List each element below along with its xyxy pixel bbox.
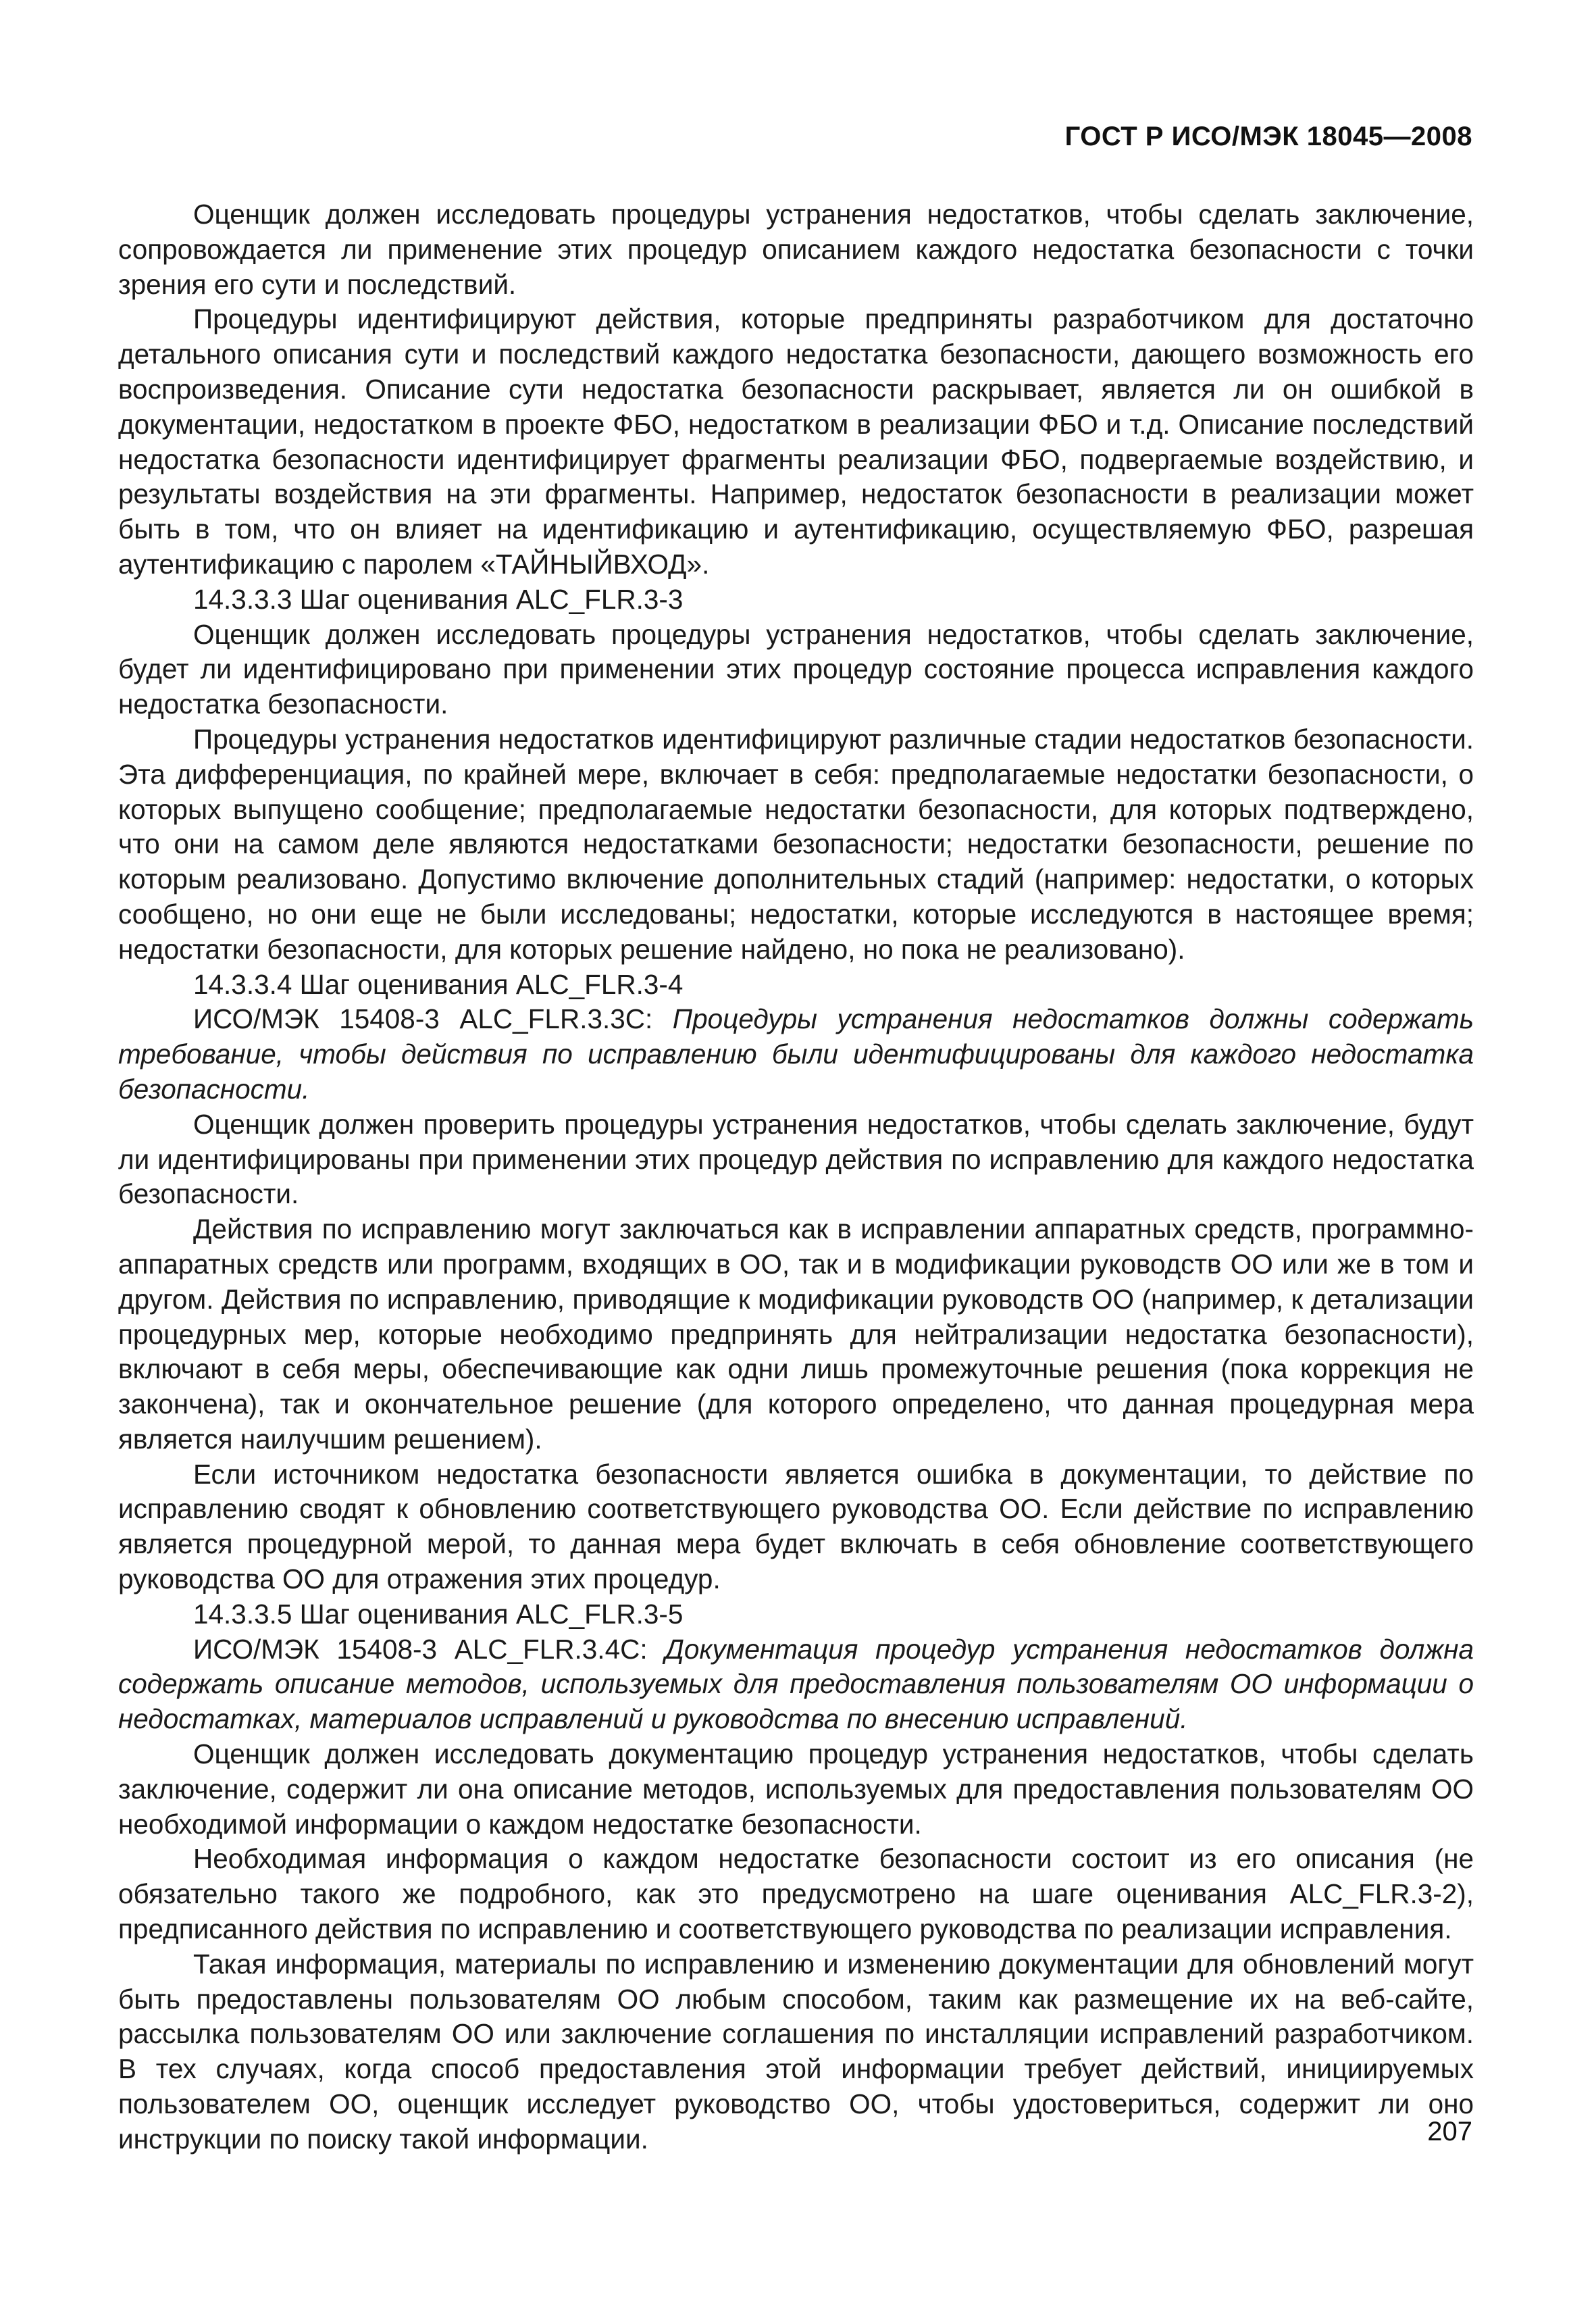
page-number: 207 bbox=[1427, 2117, 1472, 2146]
paragraph: Оценщик должен проверить процедуры устранения недостатков, чтобы сделать заключение, будут ли идентифицированы при применении этих процедур действия по исправлению для каждого недостатка безопасности. bbox=[118, 1108, 1474, 1210]
requirement-citation bbox=[118, 1632, 1474, 1737]
section-heading: 14.3.3.5 Шаг оценивания ALC_FLR.3-5 bbox=[193, 1598, 684, 1630]
citation-requirement-text: Процедуры устранения недостатков должны содержать требование, чтобы действия по исправлению были идентифицированы для каждого недостатка безопасности. bbox=[118, 1003, 1474, 1105]
citation-reference: ИСО/МЭК 15408-3 ALC_FLR.3.3C: bbox=[193, 1003, 673, 1035]
paragraph: Оценщик должен исследовать процедуры устранения недостатков, чтобы сделать заключение, будет ли идентифицировано при применении этих процедур состояние процесса исправления каждого недостатка безопасности. bbox=[118, 618, 1474, 720]
paragraph: Такая информация, материалы по исправлению и изменению документации для обновлений могут быть предоставлены пользователям ОО любым способом, таким как размещение их на веб-сайте, рассылка пользователям ОО или заключение соглашения по инсталляции исправлений разработчиком. В тех случаях, когда способ предоставления этой информации требует действий, инициируемых пользователем ОО, оценщик исследует руководство ОО, чтобы удостовериться, содержит ли оно инструкции по поиску такой информации. bbox=[118, 1948, 1474, 2155]
paragraph: Оценщик должен исследовать документацию процедур устранения недостатков, чтобы сделать заключение, содержит ли она описание методов, используемых для предоставления пользователям ОО необходимой информации о каждом недостатке безопасности. bbox=[118, 1738, 1474, 1840]
section-heading: 14.3.3.3 Шаг оценивания ALC_FLR.3-3 bbox=[193, 583, 684, 615]
paragraph: Процедуры идентифицируют действия, которые предприняты разработчиком для достаточно детального описания сути и последствий каждого недостатка безопасности, дающего возможность его воспроизведения. Описание сути недостатка безопасности раскрывает, является ли он ошибкой в документации, недостатком в проекте ФБО, недостатком в реализации ФБО и т.д. Описание последствий недостатка безопасности идентифицирует фрагменты реализации ФБО, подвергаемые воздействию, и результаты воздействия на эти фрагменты. Например, недостаток безопасности в реализации может быть в том, что он влияет на идентификацию и аутентификацию, осуществляемую ФБО, разрешая аутентификацию с паролем «ТАЙНЫЙВХОД». bbox=[118, 303, 1474, 580]
document-header: ГОСТ Р ИСО/МЭК 18045—2008 bbox=[1064, 122, 1472, 151]
paragraph: Оценщик должен исследовать процедуры устранения недостатков, чтобы сделать заключение, сопровождается ли применение этих процедур описанием каждого недостатка безопасности с точки зрения его сути и последствий. bbox=[118, 199, 1474, 300]
paragraph: Если источником недостатка безопасности является ошибка в документации, то действие по исправлению сводят к обновлению соответствующего руководства ОО. Если действие по исправлению является процедурной мерой, то данная мера будет включать в себя обновление соответствующего руководства ОО для отражения этих процедур. bbox=[118, 1458, 1474, 1595]
paragraph: Процедуры устранения недостатков идентифицируют различные стадии недостатков безопасности. Эта дифференциация, по крайней мере, включает в себя: предполагаемые недостатки безопасности, о которых выпущено сообщение; предполагаемые недостатки безопасности, для которых подтверждено, что они на самом деле являются недостатками безопасности; недостатки безопасности, решение по которым реализовано. Допустимо включение дополнительных стадий (например: недостатки, о которых сообщено, но они еще не были исследованы; недостатки, которые исследуются в настоящее время; недостатки безопасности, для которых решение найдено, но пока не реализовано). bbox=[118, 723, 1474, 965]
paragraph: Необходимая информация о каждом недостатке безопасности состоит из его описания (не обязательно такого же подробного, как это предусмотрено на шаге оценивания ALC_FLR.3-2), предписанного действия по исправлению и соответствующего руководства по реализации исправления. bbox=[118, 1843, 1474, 1945]
section-heading: 14.3.3.4 Шаг оценивания ALC_FLR.3-4 bbox=[193, 968, 684, 1000]
document-body bbox=[118, 197, 1474, 2157]
citation-reference: ИСО/МЭК 15408-3 ALC_FLR.3.4C: bbox=[193, 1633, 665, 1665]
requirement-citation bbox=[118, 1002, 1474, 1107]
paragraph: Действия по исправлению могут заключаться как в исправлении аппаратных средств, программно-аппаратных средств или программ, входящих в ОО, так и в модификации руководств ОО или же в том и другом. Действия по исправлению, приводящие к модификации руководств ОО (например, к детализации процедурных мер, которые необходимо предпринять для нейтрализации недостатка безопасности), включают в себя меры, обеспечивающие как одни лишь промежуточные решения (пока коррекция не закончена), так и окончательное решение (для которого определено, что данная процедурная мера является наилучшим решением). bbox=[118, 1213, 1474, 1455]
citation-requirement-text: Документация процедур устранения недостатков должна содержать описание методов, используемых для предоставления пользователям ОО информации о недостатках, материалов исправлений и руководства по внесению исправлений. bbox=[118, 1633, 1474, 1735]
